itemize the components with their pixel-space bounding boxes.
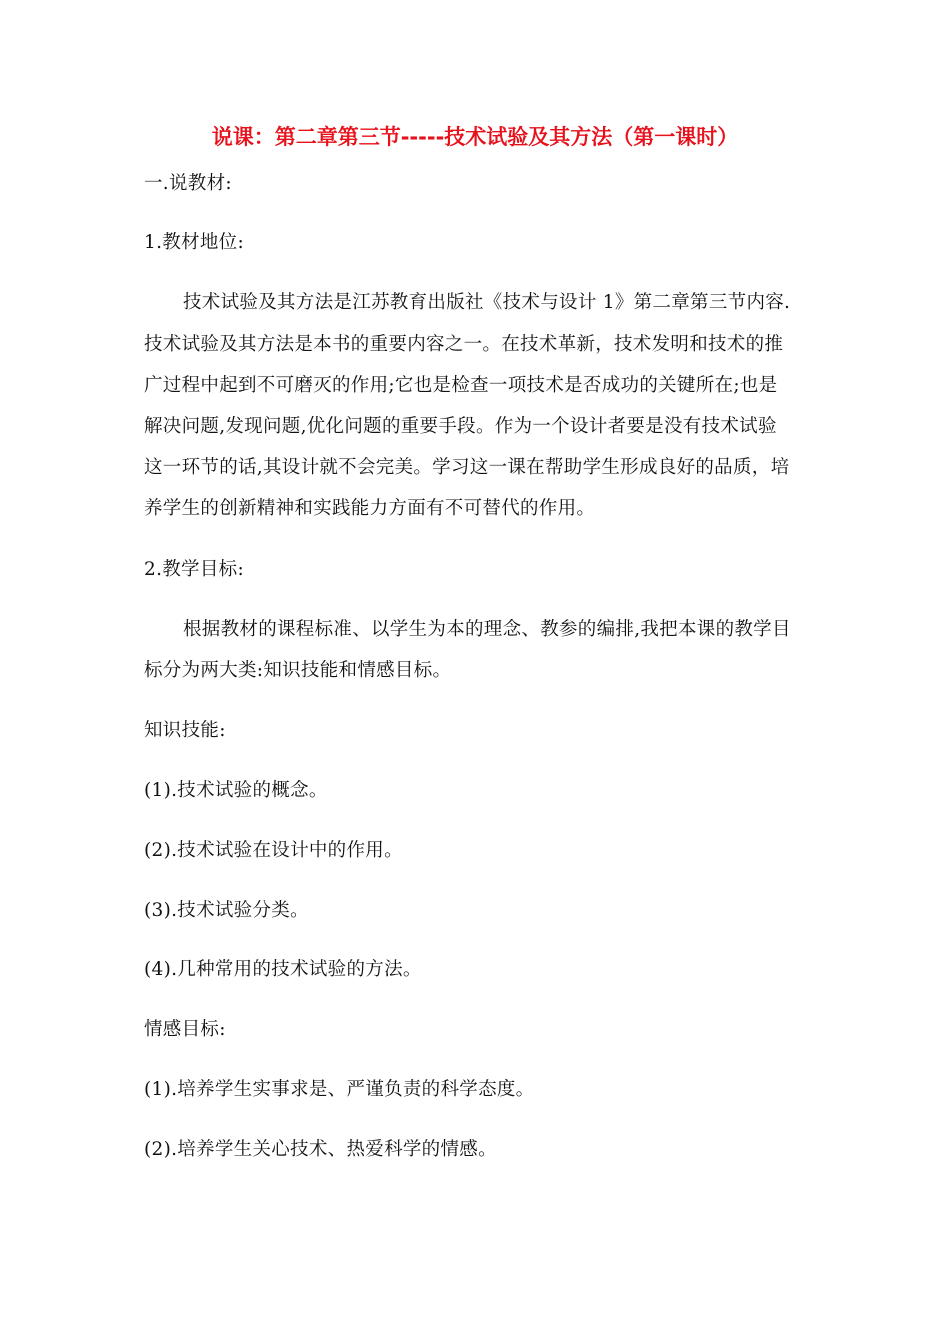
paragraph-line: 技术试验及其方法是江苏教育出版社《技术与设计 1》第二章第三节内容. xyxy=(183,292,791,313)
emotion-heading: 情感目标: xyxy=(144,1019,226,1040)
knowledge-heading: 知识技能: xyxy=(144,720,226,741)
paragraph-line: 标分为两大类:知识技能和情感目标。 xyxy=(144,660,452,681)
paragraph-line: 养学生的创新精神和实践能力方面有不可替代的作用。 xyxy=(144,498,596,519)
subsection-heading: 1.教材地位: xyxy=(144,232,244,253)
paragraph-line: 广过程中起到不可磨灭的作用;它也是检查一项技术是否成功的关键所在;也是 xyxy=(144,375,778,396)
list-item: (1).培养学生实事求是、严谨负责的科学态度。 xyxy=(144,1079,535,1100)
section-heading: 一.说教材: xyxy=(144,173,232,194)
paragraph-line: 根据教材的课程标准、以学生为本的理念、教参的编排,我把本课的教学目 xyxy=(183,619,791,640)
list-item: (2).培养学生关心技术、热爱科学的情感。 xyxy=(144,1139,497,1160)
subsection-heading: 2.教学目标: xyxy=(144,559,244,580)
document-title: 说课：第二章第三节-----技术试验及其方法（第一课时） xyxy=(211,125,739,149)
list-item: (2).技术试验在设计中的作用。 xyxy=(144,840,403,861)
paragraph-line: 这一环节的话,其设计就不会完美。学习这一课在帮助学生形成良好的品质，培 xyxy=(144,457,790,478)
paragraph-line: 解决问题,发现问题,优化问题的重要手段。作为一个设计者要是没有技术试验 xyxy=(144,416,777,437)
list-item: (1).技术试验的概念。 xyxy=(144,780,328,801)
paragraph-line: 技术试验及其方法是本书的重要内容之一。在技术革新，技术发明和技术的推 xyxy=(144,334,784,355)
list-item: (3).技术试验分类。 xyxy=(144,900,309,921)
list-item: (4).几种常用的技术试验的方法。 xyxy=(144,959,422,980)
